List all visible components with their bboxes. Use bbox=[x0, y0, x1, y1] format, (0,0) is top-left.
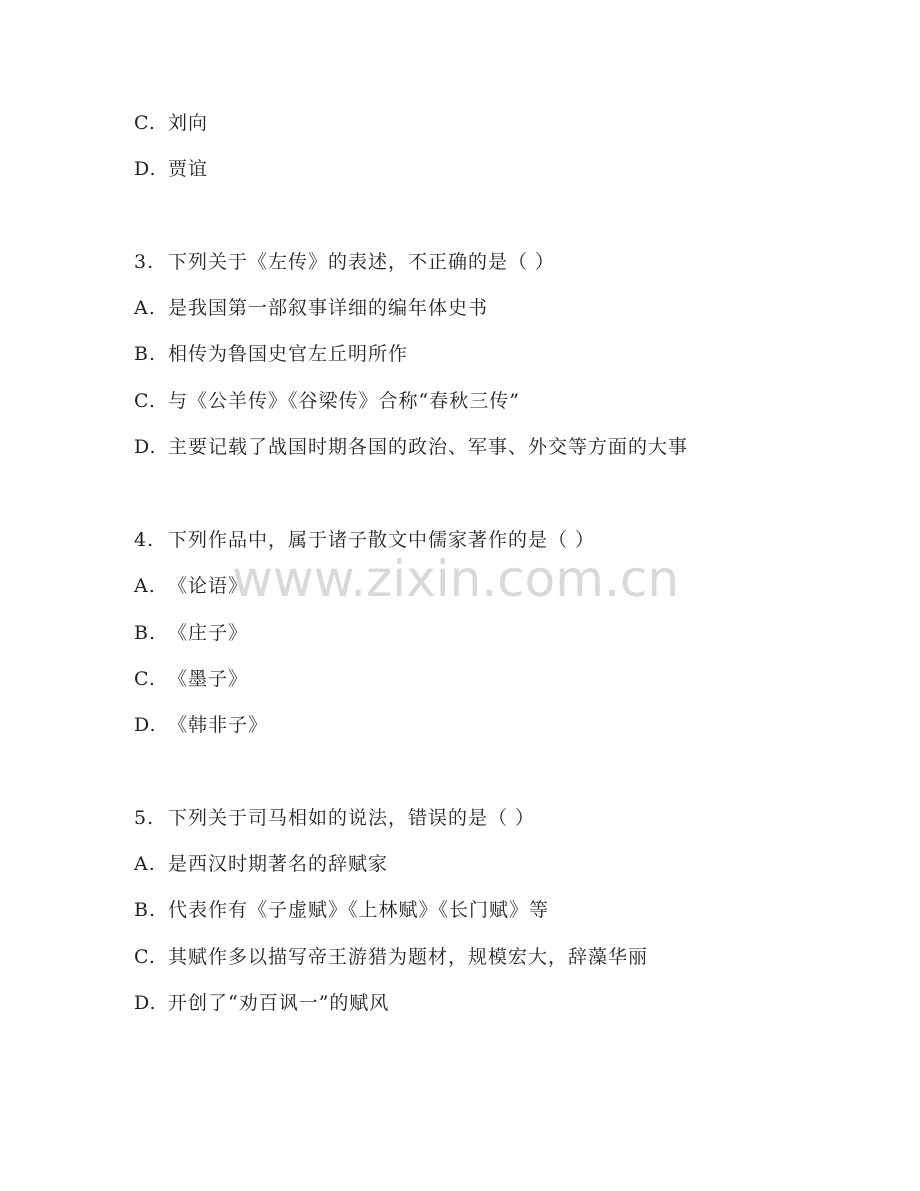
option-label: C. bbox=[134, 668, 156, 690]
q5-option-c bbox=[134, 945, 648, 969]
option-text: 是我国第一部叙事详细的编年体史书 bbox=[168, 297, 489, 319]
option-label: A. bbox=[134, 575, 156, 597]
q3-option-b bbox=[134, 342, 408, 366]
q2-option-d bbox=[134, 157, 208, 181]
question-text: 下列关于《左传》的表述，不正确的是（ ） bbox=[168, 251, 556, 273]
option-text: 《韩非子》 bbox=[168, 714, 269, 736]
q2-option-c bbox=[134, 111, 208, 135]
option-text: 是西汉时期著名的辞赋家 bbox=[168, 853, 389, 875]
option-text: 《墨子》 bbox=[168, 668, 249, 690]
q5-option-b bbox=[134, 898, 549, 922]
question-5 bbox=[134, 806, 535, 830]
question-text: 下列作品中，属于诸子散文中儒家著作的是（ ） bbox=[168, 529, 596, 551]
question-text: 下列关于司马相如的说法，错误的是（ ） bbox=[168, 807, 536, 829]
option-label: D. bbox=[134, 436, 157, 458]
option-text: 《论语》 bbox=[168, 575, 249, 597]
option-label: D. bbox=[134, 158, 157, 180]
option-label: A. bbox=[134, 297, 156, 319]
question-number: 5. bbox=[134, 807, 155, 829]
option-text: 贾谊 bbox=[168, 158, 209, 180]
option-label: B. bbox=[134, 899, 157, 921]
q4-option-b bbox=[134, 621, 248, 645]
option-label: A. bbox=[134, 853, 156, 875]
option-text: 其赋作多以描写帝王游猎为题材，规模宏大，辞藻华丽 bbox=[168, 946, 649, 968]
q5-option-a bbox=[134, 852, 388, 876]
option-text: 与《公羊传》《谷梁传》合称“春秋三传” bbox=[168, 390, 520, 412]
option-label: D. bbox=[134, 992, 157, 1014]
option-label: C. bbox=[134, 390, 156, 412]
q4-option-d bbox=[134, 713, 268, 737]
q5-option-d bbox=[134, 991, 389, 1015]
option-label: B. bbox=[134, 343, 157, 365]
option-text: 相传为鲁国史官左丘明所作 bbox=[168, 343, 409, 365]
q4-option-c bbox=[134, 667, 248, 691]
option-label: D. bbox=[134, 714, 157, 736]
watermark: www.zixin.com.cn bbox=[232, 550, 680, 608]
question-number: 3. bbox=[134, 251, 155, 273]
option-label: B. bbox=[134, 622, 157, 644]
question-3 bbox=[134, 250, 555, 274]
option-label: C. bbox=[134, 112, 156, 134]
q3-option-c bbox=[134, 389, 520, 413]
option-text: 刘向 bbox=[168, 112, 209, 134]
q4-option-a bbox=[134, 574, 248, 598]
q3-option-a bbox=[134, 296, 488, 320]
question-number: 4. bbox=[134, 529, 155, 551]
option-label: C. bbox=[134, 946, 156, 968]
option-text: 主要记载了战国时期各国的政治、军事、外交等方面的大事 bbox=[168, 436, 689, 458]
option-text: 代表作有《子虚赋》《上林赋》《长门赋》等 bbox=[168, 899, 550, 921]
q3-option-d bbox=[134, 435, 688, 459]
option-text: 《庄子》 bbox=[168, 622, 249, 644]
option-text: 开创了“劝百讽一”的赋风 bbox=[168, 992, 390, 1014]
